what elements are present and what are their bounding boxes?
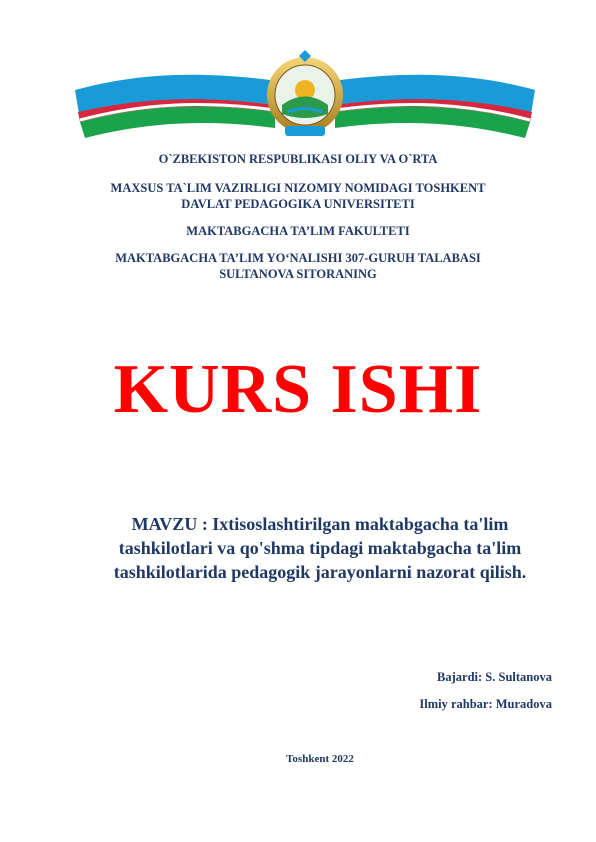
student-line <box>0 250 596 282</box>
student-name-line: SULTANOVA SITORANING <box>219 267 377 281</box>
topic-block <box>60 512 580 584</box>
document-title: KURS ISHI <box>113 351 483 428</box>
city-year: Toshkent 2022 <box>286 753 354 765</box>
state-emblem-banner <box>70 50 540 140</box>
topic-line-2: tashkilotlari va qo'shma tipdagi maktabgacha ta'lim <box>118 538 522 558</box>
topic-line-1: MAVZU : Ixtisoslashtirilgan maktabgacha ta'lim <box>131 514 509 534</box>
student-group-line: MAKTABGACHA TA’LIM YO‘NALISHI 307-GURUH TALABASI <box>115 251 481 265</box>
supervisor-signature: Ilmiy rahbar: Muradova <box>419 697 552 711</box>
ministry-university-line-b: DAVLAT PEDAGOGIKA UNIVERSITETI <box>181 197 415 211</box>
author-signature: Bajardi: S. Sultanova <box>437 670 552 684</box>
faculty-name: MAKTABGACHA TA’LIM FAKULTETI <box>186 224 410 238</box>
ministry-line-2 <box>0 180 596 212</box>
ministry-university-line-a: MAXSUS TA`LIM VAZIRLIGI NIZOMIY NOMIDAGI TOSHKENT <box>110 181 486 195</box>
ministry-line-1 <box>0 151 596 167</box>
faculty-line <box>0 223 596 239</box>
emblem-flag-ribbon-icon <box>70 50 540 140</box>
topic-line-3: tashkilotlarida pedagogik jarayonlarni nazorat qilish. <box>113 562 527 582</box>
ministry-name-line: O`ZBEKISTON RESPUBLIKASI OLIY VA O`RTA <box>158 152 438 166</box>
